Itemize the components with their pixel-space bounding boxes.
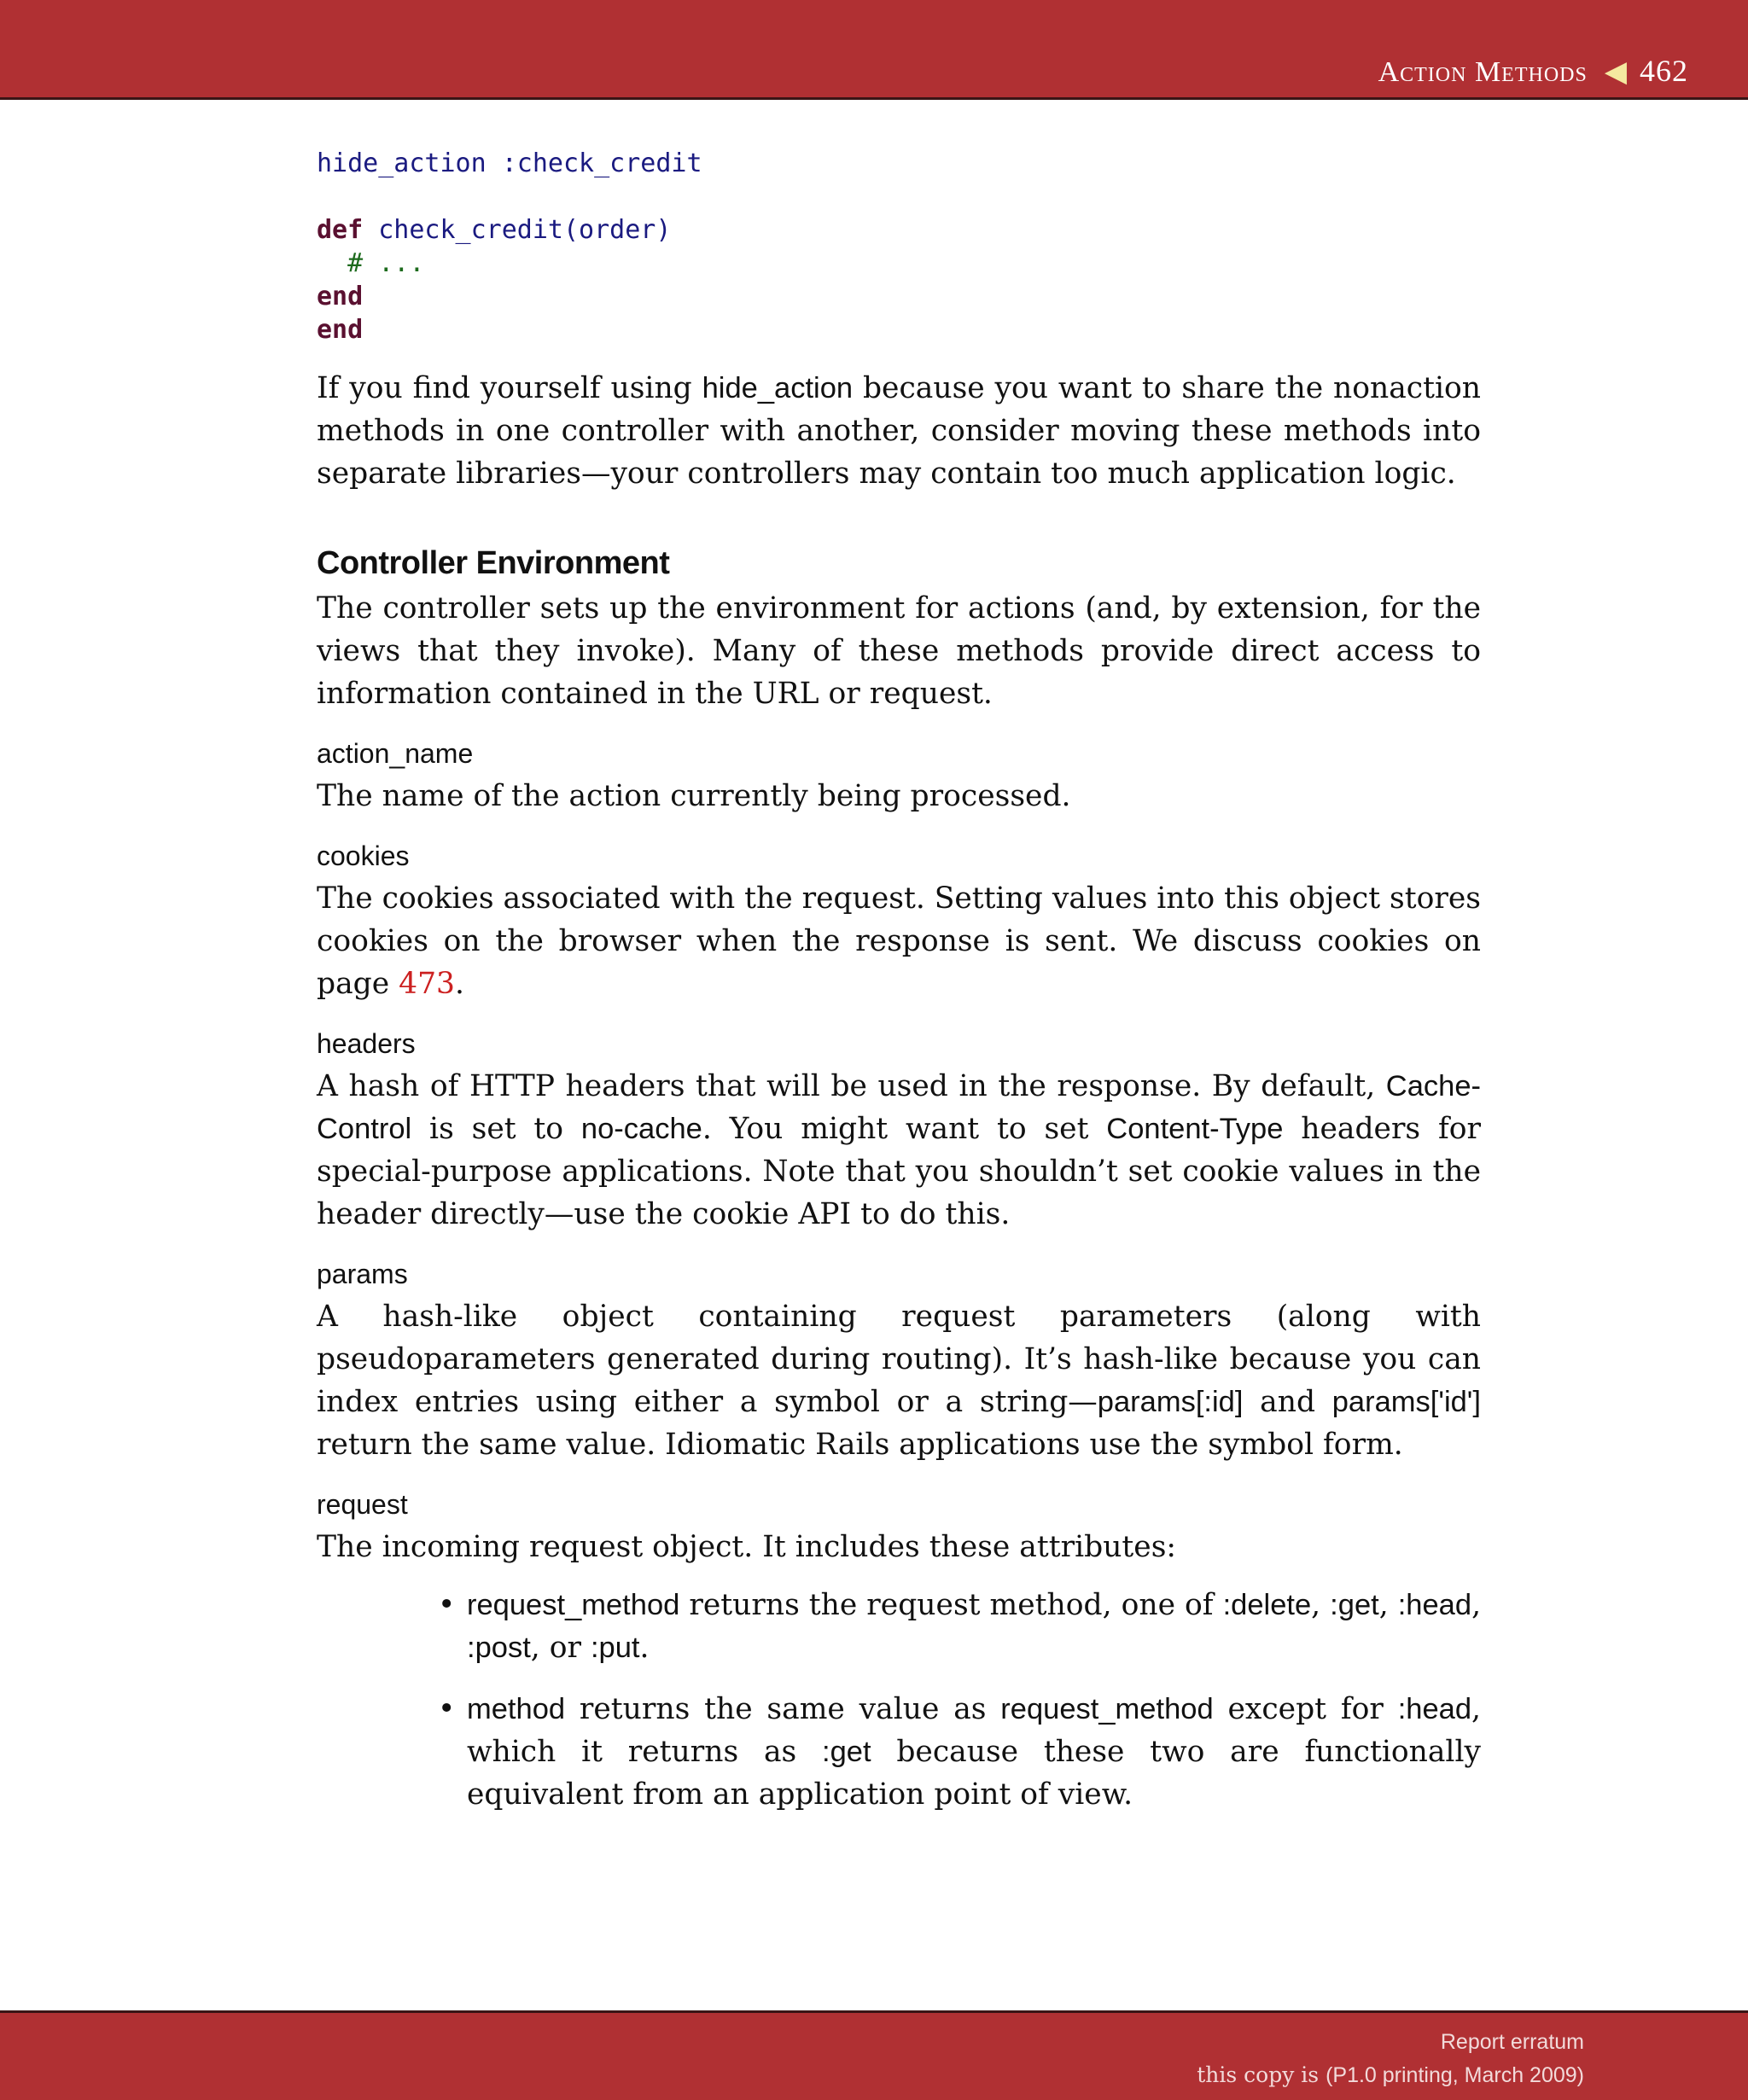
bullet-icon: • xyxy=(438,1692,456,1726)
intro-paragraph: If you find yourself using hide_action because you want to share the nonaction methods in one controller with another, consider moving these methods into separate libraries—your controllers may contain too much application logic. xyxy=(317,371,1481,491)
definition-action-name: The name of the action currently being processed. xyxy=(317,779,1071,813)
page-content xyxy=(317,367,1481,1835)
header-bar xyxy=(0,0,1748,100)
code-block xyxy=(317,147,702,346)
list-item: • request_method returns the request method, one of :delete, :get, :head, :post, or :put. xyxy=(467,1584,1481,1669)
definition-request: The incoming request object. It includes these attributes: xyxy=(317,1530,1177,1564)
inline-code: params['id'] xyxy=(1331,1386,1481,1418)
code-keyword: end xyxy=(317,282,364,311)
code-keyword: def xyxy=(317,215,364,245)
section-paragraph: The controller sets up the environment for actions (and, by extension, for the views that they invoke). Many of these methods provide direct access to information contained in the URL or request. xyxy=(317,591,1481,711)
inline-code: Cache-Control xyxy=(317,1070,1481,1145)
term-params: params xyxy=(317,1259,408,1289)
attribute-list xyxy=(317,1584,1481,1816)
code-method: check_credit(order) xyxy=(378,215,672,245)
inline-code: Content-Type xyxy=(1106,1113,1284,1145)
inline-code: params[:id] xyxy=(1097,1386,1244,1418)
code-line: hide_action :check_credit xyxy=(317,148,702,178)
term-cookies: cookies xyxy=(317,841,410,871)
inline-code: request_method xyxy=(467,1589,680,1621)
section-heading: Controller Environment xyxy=(317,545,670,581)
code-comment: # ... xyxy=(347,248,425,278)
page-link[interactable]: 473 xyxy=(399,967,455,1001)
left-triangle-icon[interactable]: ◀ xyxy=(1604,56,1628,88)
bullet-icon: • xyxy=(438,1588,456,1622)
definition-params: A hash-like object containing request parameters (along with pseudoparameters generated during routing). It’s hash-like because you can index entries using either a symbol or a string—params[:id] and params['id'] return the same value. Idiomatic Rails applications use the symbol form. xyxy=(317,1300,1481,1462)
running-head xyxy=(1378,53,1688,89)
term-headers: headers xyxy=(317,1028,416,1059)
code-keyword: end xyxy=(317,315,364,345)
page-number: 462 xyxy=(1640,54,1688,88)
list-item: • method returns the same value as request_method except for :head, which it returns as :get because these two are functionally equivalent from an application point of view. xyxy=(467,1688,1481,1816)
inline-code: hide_action xyxy=(702,372,854,404)
report-erratum-link[interactable]: Report erratum xyxy=(1440,2030,1584,2054)
term-action-name: action_name xyxy=(317,738,474,769)
section-title: Action Methods xyxy=(1378,56,1588,88)
definition-headers: A hash of HTTP headers that will be used in the response. By default, Cache-Control is set to no-cache. You might want to set Content-Type headers for special-purpose applications. Note that you shouldn’t set cookie values in the header directly—use the cookie API to do this. xyxy=(317,1069,1481,1231)
copy-notice: this copy is (P1.0 printing, March 2009) xyxy=(1197,2062,1584,2087)
inline-code: method xyxy=(467,1693,566,1725)
definition-cookies: The cookies associated with the request. Setting values into this object stores cookies on the browser when the response is sent. We discuss cookies on page 473. xyxy=(317,881,1481,1001)
footer-bar xyxy=(0,2010,1748,2100)
term-request: request xyxy=(317,1489,408,1520)
inline-code: no-cache xyxy=(580,1113,702,1145)
